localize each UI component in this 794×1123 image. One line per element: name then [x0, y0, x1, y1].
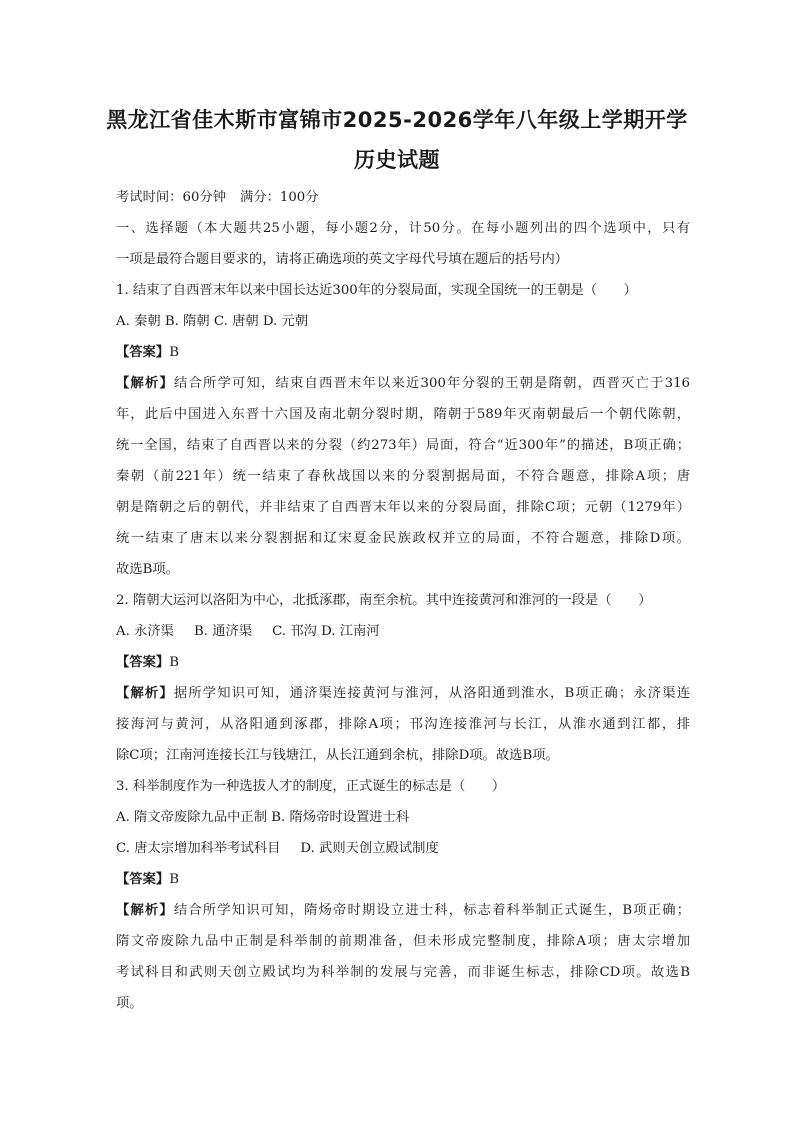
- question-1-analysis-line: 统一结束了唐末以来分裂割据和辽宋夏金民族政权并立的局面，不符合题意，排除D项。: [116, 531, 690, 546]
- exam-time: 考试时间：60分钟: [116, 190, 226, 205]
- question-1-stem: 1. 结束了自西晋末年以来中国长达近300年的分裂局面，实现全国统一的王朝是（ ）: [116, 283, 637, 298]
- question-3-stem: 3. 科举制度作为一种选拔人才的制度，正式诞生的标志是（ ）: [116, 779, 506, 794]
- answer-value: B: [169, 655, 179, 670]
- question-3-analysis-line: 项。: [116, 996, 143, 1011]
- option-d: D. 江南河: [321, 624, 380, 639]
- question-1-analysis-line: 【解析】结合所学可知，结束自西晋末年以来近300年分裂的王朝是隋朝，西晋灭亡于316: [116, 376, 690, 391]
- question-3-analysis-line: 考试科目和武则天创立殿试均为科举制的发展与完善，而非诞生标志，排除CD项。故选B: [116, 965, 690, 980]
- full-score: 满分：100分: [240, 190, 319, 205]
- section-intro-line-1: 一、选择题（本大题共25小题，每小题2分，计50分。在每小题列出的四个选项中，只有: [116, 221, 690, 236]
- question-1-analysis-line: 统一全国，结束了自西晋以来的分裂（约273年）局面，符合“近300年”的描述，B项正确；: [116, 438, 690, 453]
- question-1-options: A. 秦朝 B. 隋朝 C. 唐朝 D. 元朝: [116, 314, 309, 329]
- question-1-analysis-line: 年，此后中国进入东晋十六国及南北朝分裂时期，隋朝于589年灭南朝最后一个朝代陈朝，: [116, 407, 690, 422]
- question-3-answer: [116, 864, 690, 895]
- analysis-label: 【解析】: [116, 903, 174, 918]
- question-3-options-cd: [116, 833, 690, 864]
- question-3-analysis-line: 隋文帝废除九品中正制是科举制的前期准备，但未形成完整制度，排除A项；唐太宗增加: [116, 934, 690, 949]
- question-2-stem: 2. 隋朝大运河以洛阳为中心，北抵涿郡，南至余杭。其中连接黄河和淮河的一段是（ ）: [116, 593, 652, 608]
- question-2-analysis-line: 【解析】据所学知识可知，通济渠连接黄河与淮河，从洛阳通到淮水，B项正确；永济渠连: [116, 686, 690, 701]
- answer-label: 【答案】: [116, 872, 170, 887]
- page-subtitle: 历史试题: [354, 148, 440, 172]
- section-intro-line-2: 一项是最符合题目要求的，请将正确选项的英文字母代号填在题后的括号内）: [116, 252, 569, 267]
- option-b: B. 通济渠: [193, 624, 253, 639]
- question-1-analysis-line: 秦朝（前221年）统一结束了春秋战国以来的分裂割据局面，不符合题意，排除A项；唐: [116, 469, 690, 484]
- analysis-label: 【解析】: [116, 376, 175, 391]
- answer-value: B: [169, 872, 179, 887]
- question-2-answer: [116, 647, 690, 678]
- question-2-analysis-line: 接海河与黄河，从洛阳通到涿郡，排除A项；邗沟连接淮河与长江，从淮水通到江都，排: [116, 717, 690, 732]
- question-1-analysis-line: 朝是隋朝之后的朝代，并非结束了自西晋末年以来的分裂局面，排除C项；元朝（1279年）: [116, 500, 690, 515]
- question-2-analysis-line: 除C项；江南河连接长江与钱塘江，从长江通到余杭，排除D项。故选B项。: [116, 748, 559, 763]
- question-3-analysis-line: 【解析】结合所学知识可知，隋炀帝时期设立进士科，标志着科举制正式诞生，B项正确；: [116, 903, 690, 918]
- answer-value: B: [169, 345, 179, 360]
- answer-label: 【答案】: [116, 655, 170, 670]
- analysis-label: 【解析】: [116, 686, 174, 701]
- option-c: C. 唐太宗增加科举考试科目: [116, 841, 281, 856]
- option-d: D. 武则天创立殿试制度: [300, 841, 439, 856]
- question-3-options-ab: A. 隋文帝废除九品中正制 B. 隋炀帝时设置进士科: [116, 810, 410, 825]
- answer-label: 【答案】: [116, 345, 170, 360]
- document-body: [116, 182, 690, 1019]
- question-2-options: [116, 616, 690, 647]
- exam-info: [116, 182, 690, 213]
- option-a: A. 永济渠: [116, 624, 174, 639]
- page-title: 黑龙江省佳木斯市富锦市2025-2026学年八年级上学期开学: [106, 108, 688, 132]
- option-c: C. 邗沟: [272, 624, 317, 639]
- question-1-answer: [116, 337, 690, 368]
- question-1-analysis-line: 故选B项。: [116, 562, 179, 577]
